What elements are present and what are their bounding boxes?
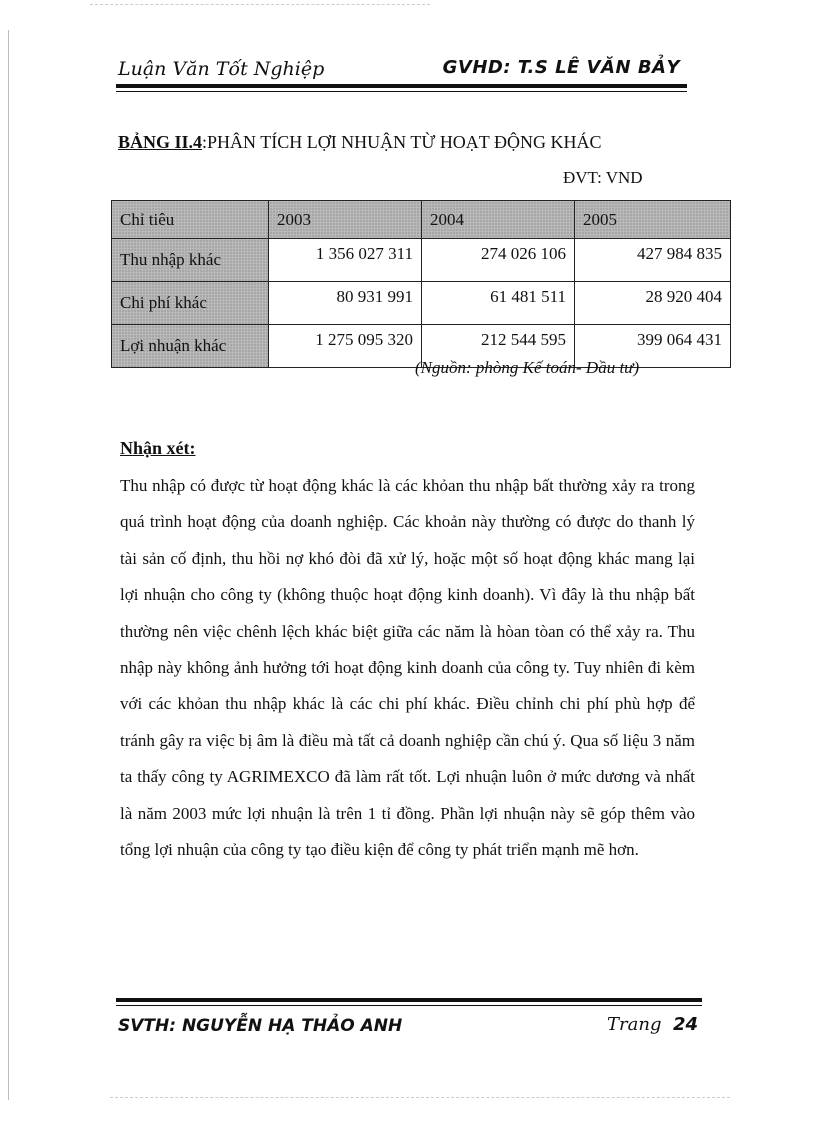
table-cell: 28 920 404 [575,282,731,325]
table-cell: 1 356 027 311 [269,239,422,282]
column-header: 2005 [575,201,731,239]
header-rule-thick [116,84,687,88]
column-header: 2004 [422,201,575,239]
scan-dash-bottom [110,1097,730,1098]
header-rule-thin [116,91,687,92]
remarks-body: Thu nhập có được từ hoạt động khác là các khỏan thu nhập bất thường xảy ra trong quá trình hoạt động của doanh nghiệp. Các khoản này thường có được do thanh lý tài sản cố định, thu hồi nợ khó đòi đã xử lý, hoặc một số hoạt động khác mang lại lợi nhuận cho công ty (không thuộc hoạt động kinh doanh). Vì đây là thu nhập bất thường nên việc chênh lệch khác biệt giữa các năm là hòan tòan có thể xảy ra. Thu nhập này không ảnh hưởng tới hoạt động kinh doanh của công ty. Tuy nhiên đi kèm với các khỏan thu nhập khác là các chi phí khác. Điều chỉnh chi phí phù hợp để tránh gây ra việc bị âm là điều mà tất cả doanh nghiệp cần chú ý. Qua số liệu 3 năm ta thấy công ty AGRIMEXCO đã làm rất tốt. Lợi nhuận luôn ở mức dương và nhất là năm 2003 mức lợi nhuận là trên 1 tỉ đồng. Phần lợi nhuận này sẽ góp thêm vào tổng lợi nhuận của công ty tạo điều kiện để công ty phát triển mạnh mẽ hơn. [120,476,695,860]
table-source: (Nguồn: phòng Kế toán- Đầu tư) [415,358,640,377]
table-title [118,132,601,153]
table-cell: 427 984 835 [575,239,731,282]
table-cell: 80 931 991 [269,282,422,325]
scan-edge-line [8,30,9,1100]
row-label: Thu nhập khác [112,239,269,282]
table-row [112,239,731,282]
footer-page-label: Trang [607,1014,662,1035]
column-header: 2003 [269,201,422,239]
profit-table [111,200,731,368]
footer-rule-thin [116,1005,702,1006]
table-row [112,282,731,325]
footer-student: SVTH: NGUYỄN HẠ THẢO ANH [118,1016,403,1036]
table-label: BẢNG II.4 [118,132,203,152]
header-thesis-title: Luận Văn Tốt Nghiệp [118,58,325,80]
page-number: 24 [672,1014,698,1035]
header-advisor: GVHD: T.S LÊ VĂN BẢY [442,57,680,78]
table-header-row [112,201,731,239]
row-label: Chi phí khác [112,282,269,325]
table-cell: 212 544 595 [422,325,575,368]
table-title-text: :PHÂN TÍCH LỢI NHUẬN TỪ HOẠT ĐỘNG KHÁC [202,132,602,152]
row-label: Lợi nhuận khác [112,325,269,368]
column-header: Chỉ tiêu [112,201,269,239]
table-cell: 61 481 511 [422,282,575,325]
remarks-title: Nhận xét: [120,438,196,458]
table-cell: 1 275 095 320 [269,325,422,368]
unit-label: ĐVT: VND [563,168,643,187]
table-cell: 274 026 106 [422,239,575,282]
footer-page [607,1014,698,1035]
scan-dash-top [90,4,430,5]
table-cell: 399 064 431 [575,325,731,368]
footer-rule-thick [116,998,702,1002]
